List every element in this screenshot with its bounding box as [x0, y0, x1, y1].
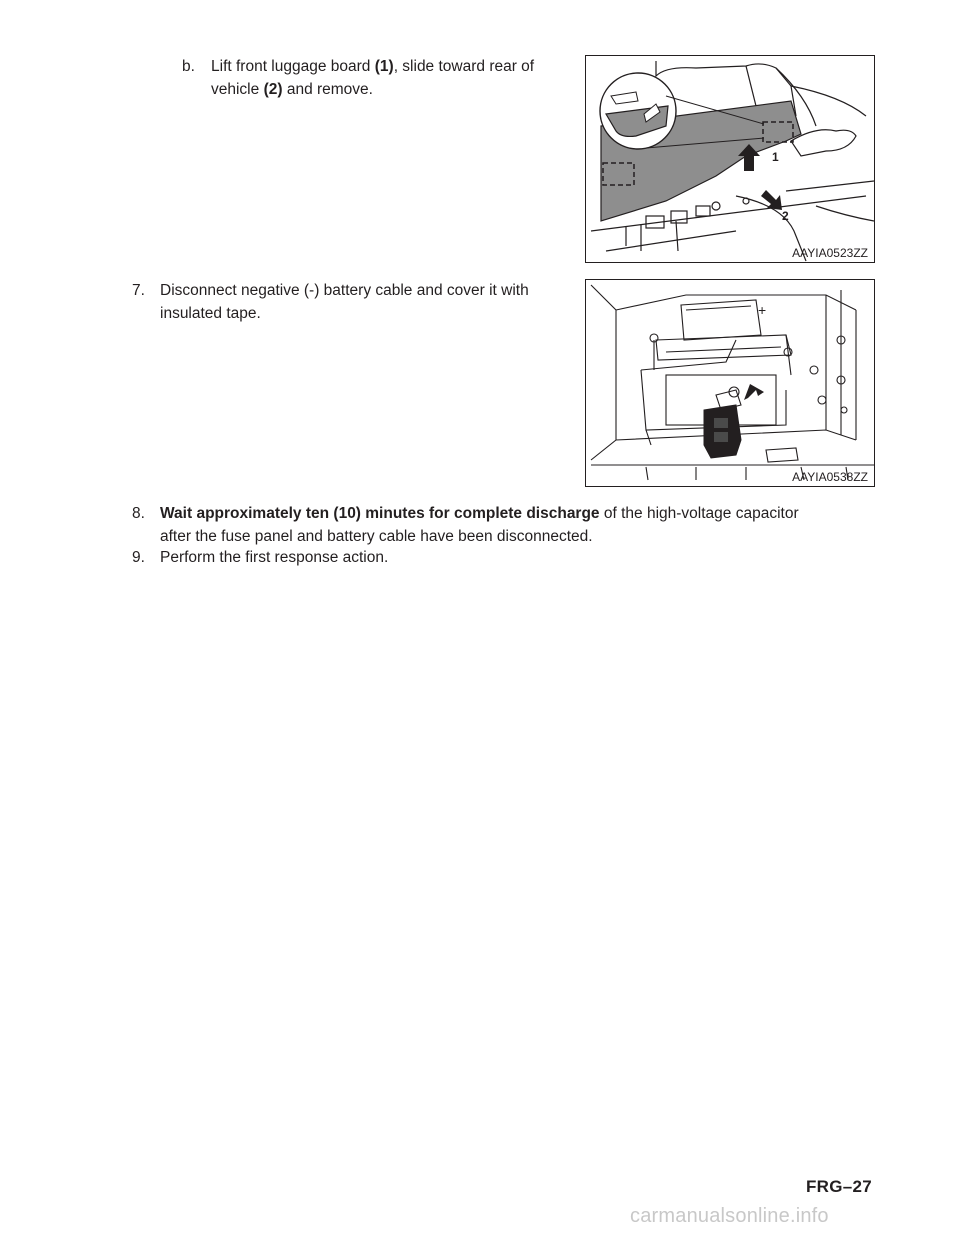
step-b-number: b.: [182, 58, 195, 75]
figure-1-callout-1: 1: [772, 150, 779, 164]
callout-2-ref: (2): [263, 81, 283, 98]
step-b-text: Lift front luggage board (1), slide toward rear of vehicle (2) and remove.: [211, 58, 535, 98]
step-8-warning: Wait approximately ten (10) minutes for complete discharge: [160, 505, 600, 522]
figure-1-code: AAYIA0523ZZ: [792, 246, 868, 260]
step-8-number: 8.: [132, 505, 145, 522]
step-7-text: Disconnect negative (-) battery cable and cover it with insulated tape.: [160, 282, 529, 322]
step-9-number: 9.: [132, 549, 145, 566]
battery-illustration: [586, 280, 874, 486]
figure-2-code: AAYIA0538ZZ: [792, 470, 868, 484]
step-8-text: Wait approximately ten (10) minutes for complete discharge of the high-voltage capacitor after the fuse panel and battery cable have been disconnected.: [160, 505, 799, 545]
luggage-board-illustration: [586, 56, 874, 262]
battery-plus-sign: +: [758, 302, 767, 318]
step-7: [132, 279, 582, 329]
step-b: [182, 55, 582, 105]
figure-1-callout-2: 2: [782, 209, 789, 223]
arrow-down-right-icon: [761, 190, 782, 210]
step-9: [132, 546, 732, 570]
figure-luggage-board: [585, 55, 875, 263]
step-7-number: 7.: [132, 282, 145, 299]
step-8: [132, 502, 892, 552]
figure-battery: [585, 279, 875, 487]
step-9-text: Perform the first response action.: [160, 549, 389, 566]
callout-1-ref: (1): [374, 58, 394, 75]
arrow-icon: [744, 384, 764, 400]
page-number: FRG–27: [805, 1177, 872, 1196]
watermark: carmanualsonline.info: [630, 1205, 829, 1227]
